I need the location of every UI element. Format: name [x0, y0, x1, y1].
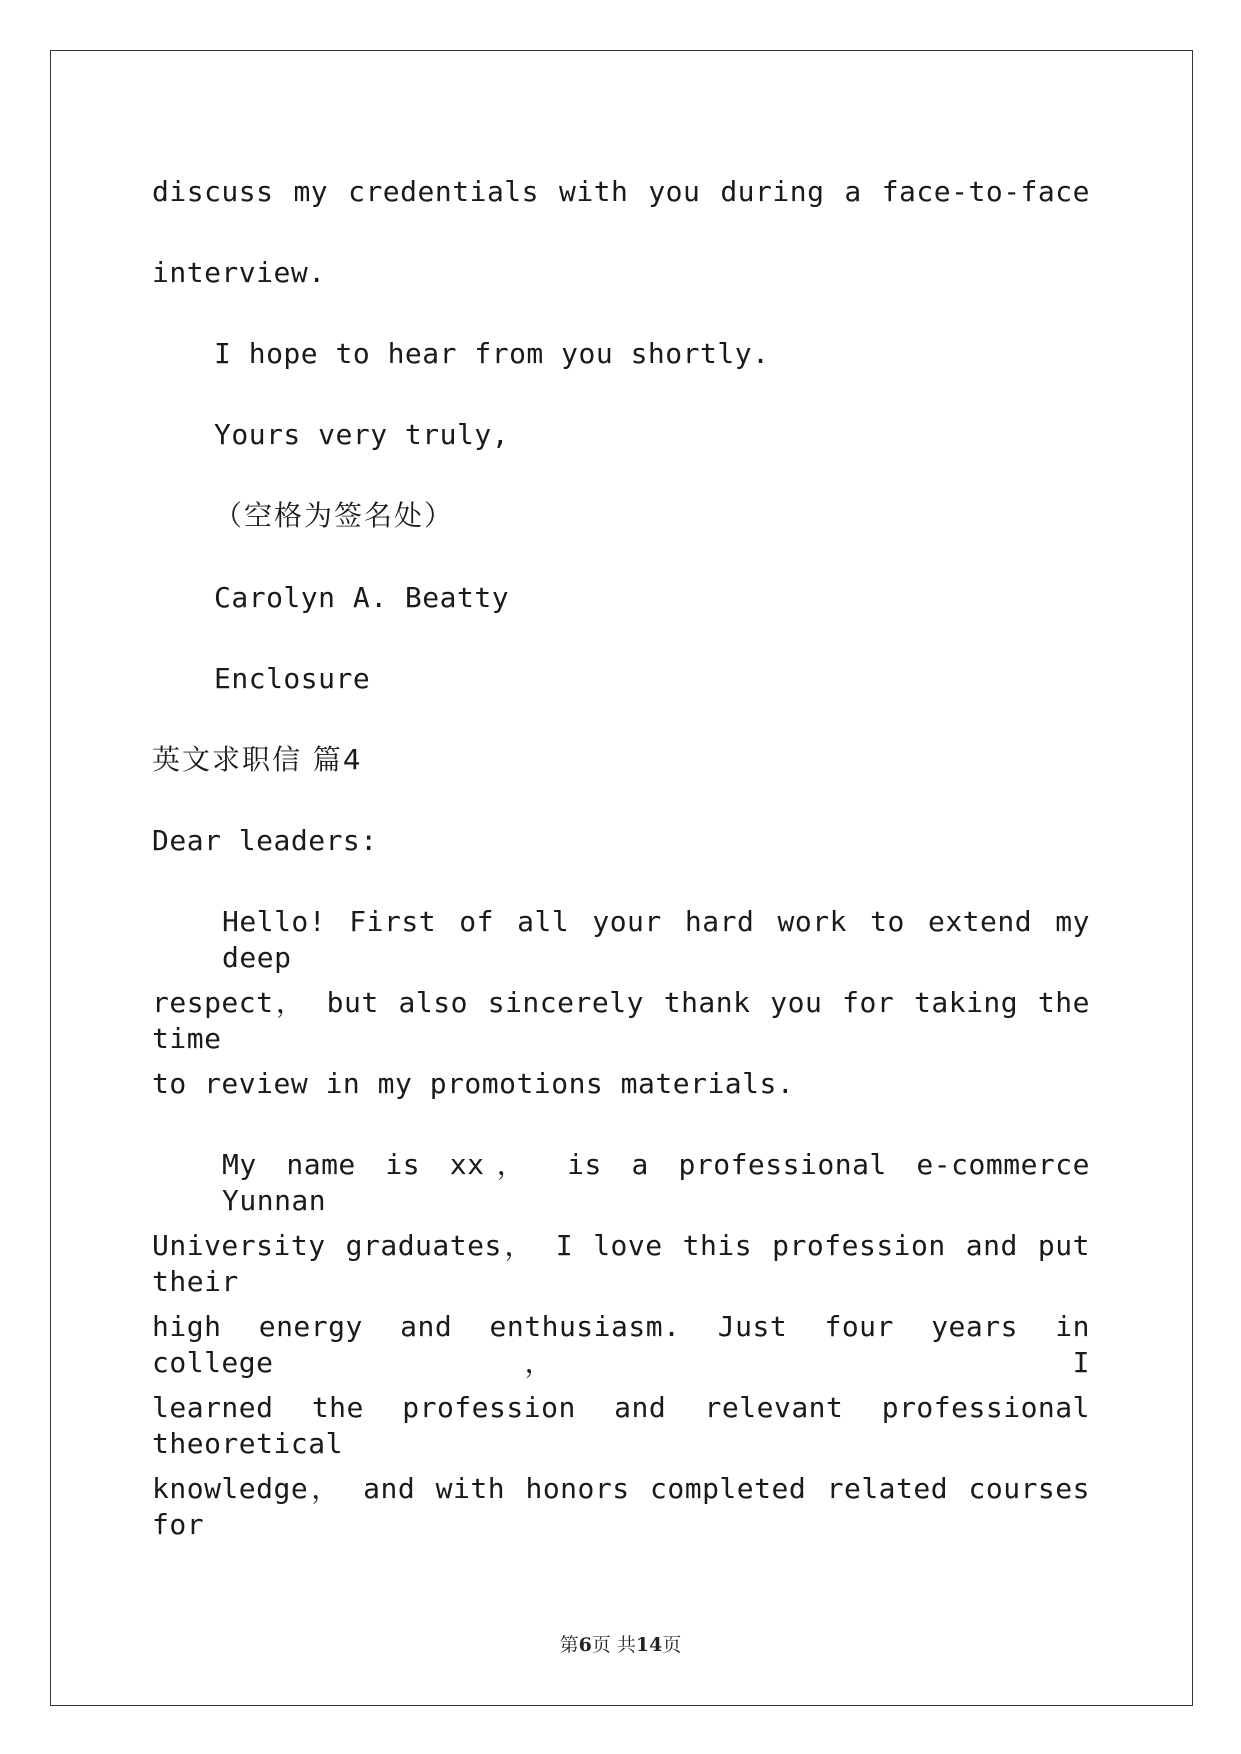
text-line: University graduates， I love this profession and put their: [152, 1229, 1090, 1298]
salutation: Dear leaders:: [152, 824, 378, 857]
text-line: respect， but also sincerely thank you for taking the time: [152, 986, 1090, 1055]
text-line: My name is xx， is a professional e-commerce Yunnan: [222, 1148, 1090, 1217]
closing-line: Yours very truly,: [214, 418, 510, 451]
text-line: knowledge， and with honors completed related courses for: [152, 1472, 1090, 1541]
section-heading: 英文求职信 篇4: [152, 743, 363, 776]
text-line: learned the profession and relevant professional theoretical: [152, 1391, 1090, 1460]
signer-name: Carolyn A. Beatty: [214, 581, 510, 614]
text-line: interview.: [152, 256, 326, 289]
page-number: 6: [578, 1634, 592, 1656]
text-line: to review in my promotions materials.: [152, 1067, 795, 1100]
text-line: discuss my credentials with you during a face-to-face: [152, 175, 1090, 208]
text-line: high energy and enthusiasm. Just four years in college， I: [152, 1310, 1090, 1379]
page-footer: [0, 1630, 1241, 1657]
text-line: I hope to hear from you shortly.: [214, 337, 770, 370]
signature-placeholder: （空格为签名处）: [214, 499, 455, 532]
enclosure-line: Enclosure: [214, 662, 371, 695]
text-line: Hello! First of all your hard work to extend my deep: [222, 905, 1090, 974]
footer-prefix: 第: [559, 1634, 579, 1656]
footer-mid: 页 共: [591, 1634, 636, 1656]
total-pages: 14: [635, 1634, 663, 1656]
footer-suffix: 页: [662, 1634, 682, 1656]
